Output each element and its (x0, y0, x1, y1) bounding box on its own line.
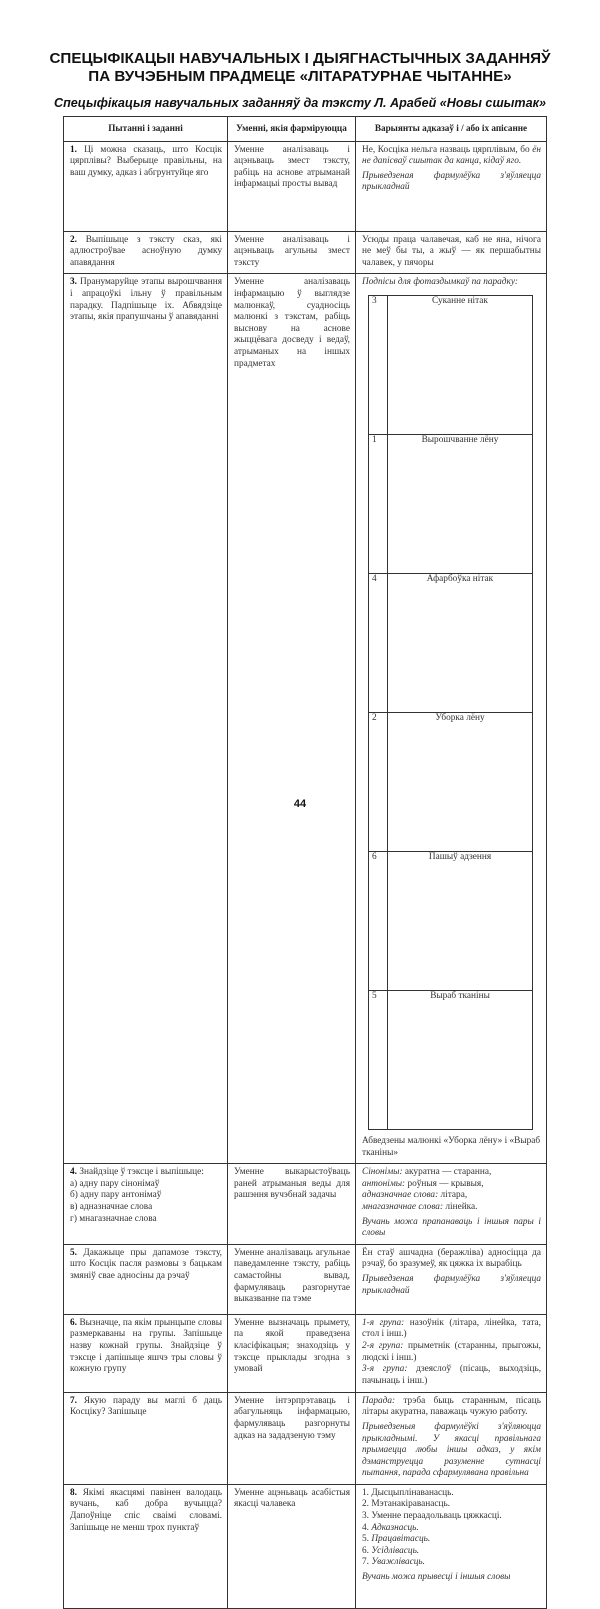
answer-text: Ён стаў ашчадна (беражліва) адносіцца да рэчаў, бо зразумеў, як цяжка іх вырабіць (362, 1247, 541, 1270)
item-text: Уважлівасць. (371, 1557, 425, 1568)
answer-text-italic: ён не дапісваў сшытак да канца, кідаў яго. (362, 144, 541, 167)
table-row (64, 1314, 547, 1392)
answer-text: Не, Косціка нельга назваць цярплівым, бо (362, 144, 530, 155)
answer-intro: Подпісы для фотаздымкаў па парадку: (362, 277, 518, 288)
question-cell (64, 231, 228, 274)
group-value: дзеяслоў (пісаць, выходзіць, пачынаць і інш.) (362, 1364, 542, 1386)
header-skills: Уменні, якія фарміруюцца (228, 117, 356, 142)
item-text: Мэтанакіраванасць. (371, 1499, 451, 1510)
quality-item (362, 1546, 541, 1558)
answer-cell (356, 274, 547, 1164)
question-subitem: г) мнагазначнае слова (70, 1213, 157, 1224)
stage-row (369, 573, 533, 712)
specification-table (63, 116, 547, 1609)
item-number: 7. (362, 1557, 369, 1568)
answer-value: акуратна — старанна, (404, 1167, 492, 1178)
question-text: Якімі якасцямі павінен валодаць вучань, каб добра вучыцца? Дапоўніце спіс сваімі словамі. Запішыце не менш трох пунктаў (70, 1487, 222, 1533)
question-text: Пранумаруйце этапы вырошчвання і апрацоўкі ільну ў правільным парадку. Падпішыце іх. Абвядзіце этапы, якія прапушчаны ў апавяданні (70, 277, 222, 323)
answer-text: трэба быць старанным, пісаць літары акуратна, паважаць чужую работу. (362, 1395, 541, 1418)
answer-note: Прыведзеныя фармулёўкі з'яўляюцца прыкладнымі. У якасці правільнага прымаецца любы іншы адказ, у якім дэманструецца разуменне сутнасці пытання, парада сфармулявана правільна (362, 1421, 541, 1479)
answer-cell (356, 141, 547, 231)
skill-cell: Уменне аналізаваць і ацэньваць змест тэксту, рабіць на аснове атрыманай інфармацыі просты вывад (228, 141, 356, 231)
answer-cell (356, 1164, 547, 1245)
quality-item (362, 1523, 541, 1535)
answer-label: антонімы: (362, 1178, 406, 1189)
item-text: Усідлівасць. (371, 1545, 420, 1556)
item-number: 6. (362, 1545, 369, 1556)
task-number: 4. (70, 1167, 77, 1178)
stage-row (369, 712, 533, 851)
group-label: 2-я група: (362, 1340, 404, 1351)
stages-table (368, 295, 533, 1130)
quality-item (362, 1557, 541, 1569)
stage-label: Пашыў адзення (388, 851, 533, 990)
question-text: Дакажыце пры дапамозе тэксту, што Косцік пасля размовы з бацькам змяніў свае адносіны да рэчаў (70, 1247, 222, 1281)
answer-note: Вучань можа прапанаваць і іншыя пары і словы (362, 1216, 541, 1239)
skill-cell: Уменне вызначаць прымету, па якой праведзена класіфікацыя; знаходзіць у тэксце прыклады згодна з умовай (228, 1314, 356, 1392)
stage-label: Уборка лёну (388, 712, 533, 851)
header-questions: Пытанні і заданні (64, 117, 228, 142)
page-title (0, 50, 600, 86)
table-row (64, 231, 547, 274)
table-row (64, 1392, 547, 1484)
item-number: 4. (362, 1522, 369, 1533)
table-header-row (64, 117, 547, 142)
item-text: Дысцыплінаванасць. (371, 1487, 454, 1498)
skill-cell: Уменне выкарыстоўваць раней атрыманыя веды для рашэння вучэбнай задачы (228, 1164, 356, 1245)
stage-label: Афарбоўка нітак (388, 573, 533, 712)
skill-cell: Уменне аналізаваць агульнае паведамленне тэксту, рабіць самастойны вывад, фармуляваць разгорнутае выказванне па тэме (228, 1244, 356, 1314)
question-text: Вызначце, па якім прынцыпе словы размеркаваны на групы. Запішыце назву кожнай групы. Знайдзіце ў тэксце і дапішыце яшчэ тры словы ў кожную групу (70, 1317, 222, 1375)
answer-value: роўныя — крывыя, (407, 1178, 484, 1189)
item-text: Адказнасць. (371, 1522, 419, 1533)
stage-row (369, 851, 533, 990)
stage-row (369, 990, 533, 1129)
item-text: Працавітасць. (371, 1534, 431, 1545)
question-cell (64, 1484, 228, 1608)
task-number: 6. (70, 1317, 77, 1328)
question-cell (64, 141, 228, 231)
skill-cell: Уменне ацэньваць асабістыя якасці чалавека (228, 1484, 356, 1608)
answer-value: літара, (440, 1190, 468, 1201)
quality-item (362, 1499, 541, 1511)
quality-item (362, 1488, 541, 1500)
title-line-2: ПА ВУЧЭБНЫМ ПРАДМЕЦЕ «ЛІТАРАТУРНАЕ ЧЫТАННЕ» (88, 68, 512, 85)
question-cell (64, 1314, 228, 1392)
question-cell (64, 274, 228, 1164)
question-cell (64, 1164, 228, 1245)
table-row (64, 274, 547, 1164)
answer-cell (356, 1392, 547, 1484)
answer-outro: Абведзены малюнкі «Уборка лёну» і «Выраб тканіны» (362, 1135, 541, 1158)
group-label: 1-я група: (362, 1317, 405, 1328)
answer-note: Прыведзеная фармулёўка з'яўляецца прыкладнай (362, 1273, 541, 1296)
task-number: 3. (70, 277, 77, 288)
page-number: 44 (293, 798, 307, 810)
item-number: 5. (362, 1534, 369, 1545)
group-value: прыметнік (старанны, прыгожы, людскі і інш.) (362, 1340, 541, 1363)
answer-cell (356, 1484, 547, 1608)
question-cell (64, 1392, 228, 1484)
title-line-1: СПЕЦЫФІКАЦЫІ НАВУЧАЛЬНЫХ І ДЫЯГНАСТЫЧНЫХ ЗАДАННЯЎ (49, 50, 551, 67)
question-subitem: б) адну пару антонімаў (70, 1190, 162, 1201)
table-row (64, 1484, 547, 1608)
question-text: Ці можна сказаць, што Косцік цярплівы? Выберыце правільны, на ваш думку, адказ і абгрунтуйце яго (70, 144, 223, 178)
stage-row (369, 295, 533, 434)
answer-label: Парада: (362, 1395, 396, 1406)
table-row (64, 1164, 547, 1245)
header-answers: Варыянты адказаў і / або іх апісанне (356, 117, 547, 142)
task-number: 8. (70, 1487, 77, 1498)
task-number: 5. (70, 1247, 77, 1258)
question-text: Знайдзіце ў тэксце і выпішыце: (79, 1167, 204, 1178)
stage-number: 4 (369, 573, 388, 712)
stage-number: 1 (369, 434, 388, 573)
stage-number: 6 (369, 851, 388, 990)
quality-item (362, 1534, 541, 1546)
answer-cell: Усюды праца чалавечая, каб не яна, нічога не меў бы ты, а жыў — як першабытны чалавек, у пячоры (356, 231, 547, 274)
task-number: 7. (70, 1395, 77, 1406)
skill-cell: Уменне інтэрпрэтаваць і абагульняць інфармацыю, фармуляваць разгорнуты адказ на зададзеную тэму (228, 1392, 356, 1484)
group-value: назоўнік (літара, лінейка, тата, стол і інш.) (362, 1317, 541, 1340)
answer-label: мнагазначнае слова: (362, 1201, 444, 1212)
skill-cell: Уменне аналізаваць інфармацыю ў выглядзе малюнкаў, суадносіць малюнкі з тэкстам, рабіць выснову на аснове жыццёвага досведу і ведаў, атрыманых на іншых прадметах (228, 274, 356, 1164)
table-row (64, 1244, 547, 1314)
item-number: 1. (362, 1487, 369, 1498)
question-text: Выпішыце з тэксту сказ, які адлюстроўвае асноўную думку апавядання (70, 234, 222, 268)
stage-number: 2 (369, 712, 388, 851)
table-row (64, 141, 547, 231)
answer-label: адназначнае слова: (362, 1190, 439, 1201)
answer-note: Вучань можа прывесці і іншыя словы (362, 1572, 511, 1583)
skill-cell: Уменне аналізаваць і ацэньваць агульны змест тэксту (228, 231, 356, 274)
answer-cell (356, 1244, 547, 1314)
group-label: 3-я група: (362, 1364, 408, 1375)
stage-label: Выраб тканіны (388, 990, 533, 1129)
stage-number: 5 (369, 990, 388, 1129)
answer-cell (356, 1314, 547, 1392)
answer-note: Прыведзеная фармулёўка з'яўляецца прыкладнай (362, 170, 541, 193)
item-number: 2. (362, 1499, 369, 1510)
question-cell (64, 1244, 228, 1314)
question-subitem: а) адну пару сінонімаў (70, 1178, 160, 1189)
item-number: 3. (362, 1511, 369, 1522)
stage-label: Суканне нітак (388, 295, 533, 434)
stage-label: Вырошчванне лёну (388, 434, 533, 573)
section-subtitle: Спецыфікацыя навучальных заданняў да тэксту Л. Арабей «Новы сшытак» (54, 96, 546, 110)
stage-number: 3 (369, 295, 388, 434)
answer-value: лінейка. (445, 1201, 478, 1212)
quality-item (362, 1511, 541, 1523)
item-text: Уменне пераадольваць цяжкасці. (371, 1511, 502, 1522)
task-number: 2. (70, 234, 77, 245)
question-subitem: в) адназначнае слова (70, 1201, 153, 1212)
question-text: Якую параду вы маглі б даць Косціку? Запішыце (70, 1395, 222, 1418)
task-number: 1. (70, 144, 77, 155)
answer-label: Сінонімы: (362, 1167, 403, 1178)
stage-row (369, 434, 533, 573)
